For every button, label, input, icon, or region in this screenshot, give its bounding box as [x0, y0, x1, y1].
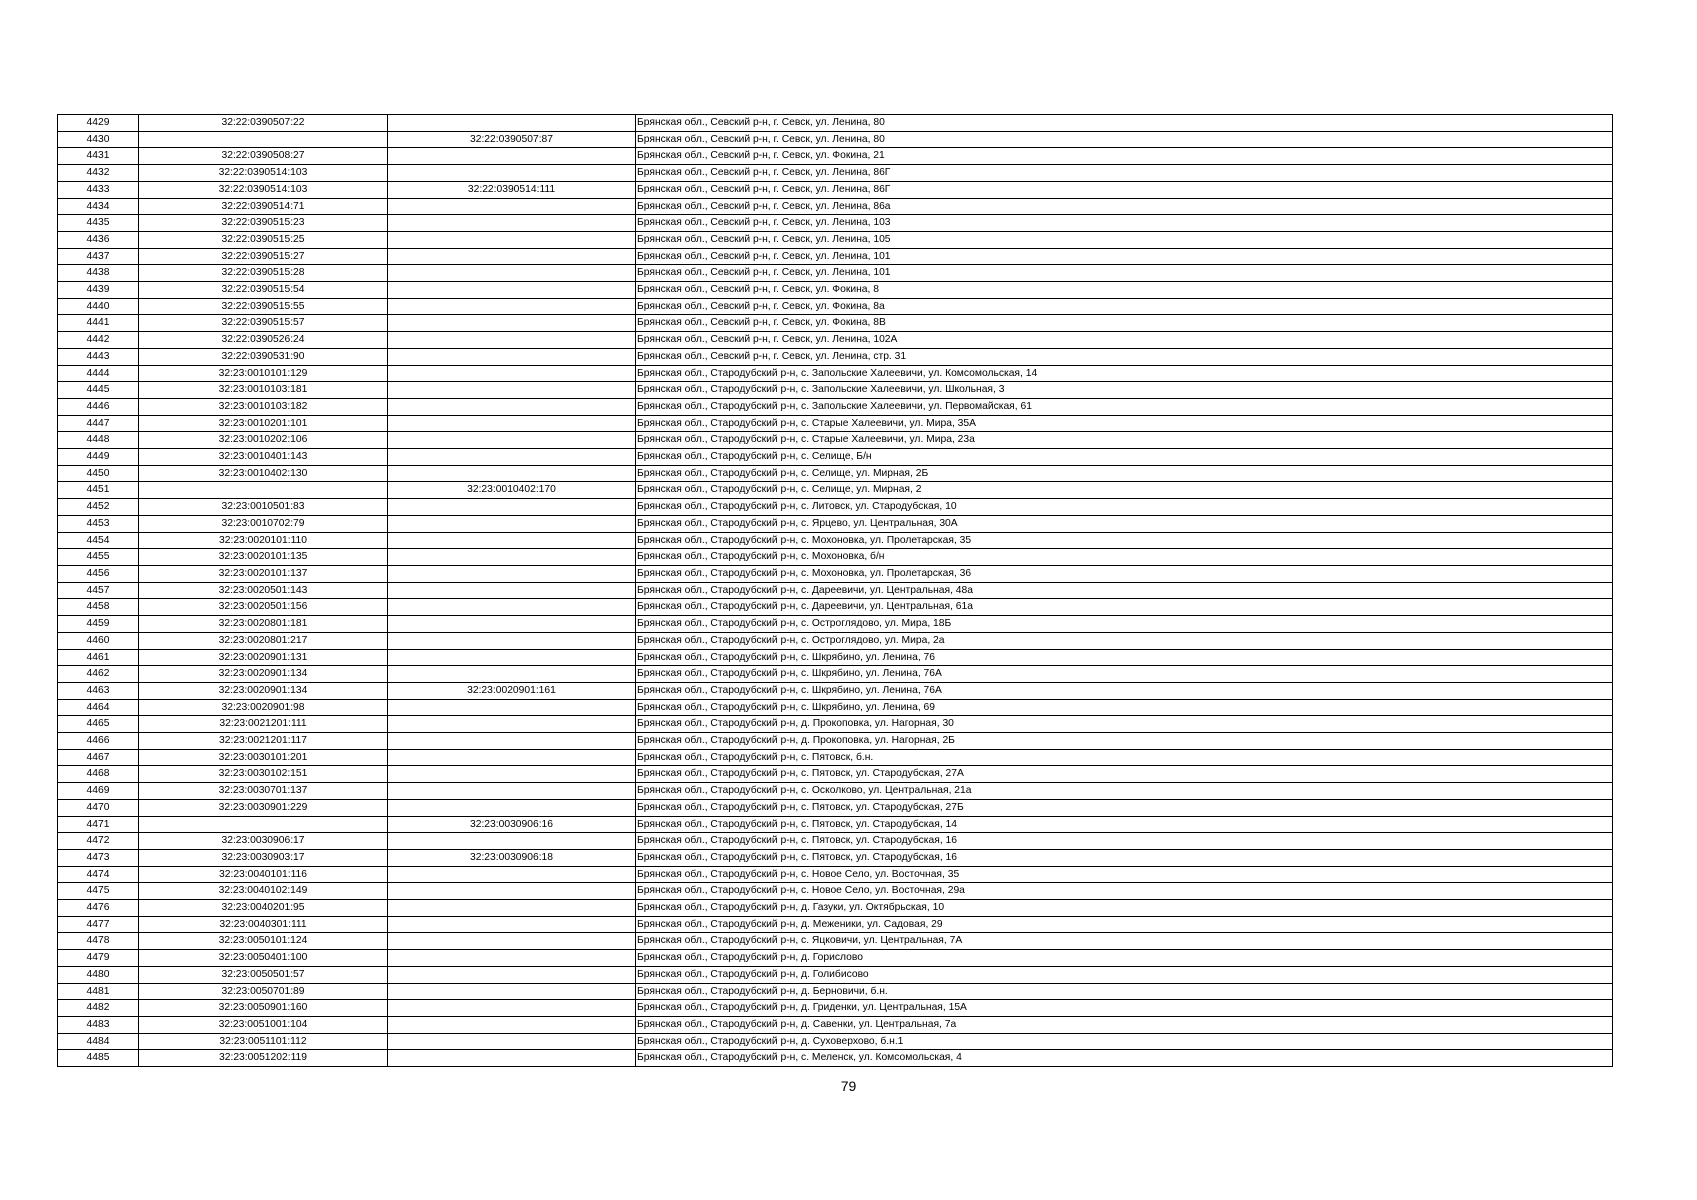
related-cadastral-number-cell — [388, 298, 636, 315]
row-number-cell: 4429 — [58, 115, 139, 132]
row-number-cell: 4458 — [58, 599, 139, 616]
related-cadastral-number-cell: 32:23:0030906:18 — [388, 849, 636, 866]
address-cell: Брянская обл., Стародубский р-н, с. Ярцево, ул. Центральная, 30А — [636, 515, 1613, 532]
related-cadastral-number-cell — [388, 348, 636, 365]
row-number-cell: 4468 — [58, 766, 139, 783]
cadastral-number-cell: 32:23:0020901:134 — [139, 666, 388, 683]
table-row — [58, 165, 1613, 182]
address-cell: Брянская обл., Стародубский р-н, д. Меженики, ул. Садовая, 29 — [636, 916, 1613, 933]
row-number-cell: 4479 — [58, 950, 139, 967]
table-row — [58, 716, 1613, 733]
row-number-cell: 4459 — [58, 616, 139, 633]
address-cell: Брянская обл., Стародубский р-н, с. Шкрябино, ул. Ленина, 69 — [636, 699, 1613, 716]
cadastral-number-cell: 32:23:0051202:119 — [139, 1050, 388, 1067]
related-cadastral-number-cell — [388, 916, 636, 933]
address-cell: Брянская обл., Стародубский р-н, с. Шкрябино, ул. Ленина, 76А — [636, 666, 1613, 683]
address-cell: Брянская обл., Стародубский р-н, с. Остроглядово, ул. Мира, 2а — [636, 632, 1613, 649]
table-row — [58, 549, 1613, 566]
related-cadastral-number-cell — [388, 148, 636, 165]
cadastral-number-cell: 32:23:0010402:130 — [139, 465, 388, 482]
cadastral-number-cell: 32:23:0040101:116 — [139, 866, 388, 883]
table-row — [58, 499, 1613, 516]
related-cadastral-number-cell — [388, 716, 636, 733]
row-number-cell: 4443 — [58, 348, 139, 365]
table-row — [58, 465, 1613, 482]
row-number-cell: 4460 — [58, 632, 139, 649]
address-cell: Брянская обл., Стародубский р-н, с. Старые Халеевичи, ул. Мира, 35А — [636, 415, 1613, 432]
related-cadastral-number-cell: 32:23:0030906:16 — [388, 816, 636, 833]
address-cell: Брянская обл., Стародубский р-н, с. Мохоновка, б/н — [636, 549, 1613, 566]
registry-table — [57, 114, 1613, 1067]
related-cadastral-number-cell — [388, 565, 636, 582]
table-row — [58, 916, 1613, 933]
row-number-cell: 4484 — [58, 1033, 139, 1050]
cadastral-number-cell: 32:23:0050401:100 — [139, 950, 388, 967]
related-cadastral-number-cell — [388, 365, 636, 382]
cadastral-number-cell: 32:23:0050901:160 — [139, 1000, 388, 1017]
table-row — [58, 315, 1613, 332]
related-cadastral-number-cell — [388, 749, 636, 766]
related-cadastral-number-cell — [388, 282, 636, 299]
related-cadastral-number-cell — [388, 198, 636, 215]
address-cell: Брянская обл., Севский р-н, г. Севск, ул. Ленина, стр. 31 — [636, 348, 1613, 365]
cadastral-number-cell — [139, 816, 388, 833]
table-row — [58, 699, 1613, 716]
address-cell: Брянская обл., Севский р-н, г. Севск, ул. Ленина, 101 — [636, 265, 1613, 282]
cadastral-number-cell: 32:23:0010702:79 — [139, 515, 388, 532]
cadastral-number-cell: 32:22:0390507:22 — [139, 115, 388, 132]
cadastral-number-cell: 32:23:0020801:181 — [139, 616, 388, 633]
address-cell: Брянская обл., Стародубский р-н, с. Меленск, ул. Комсомольская, 4 — [636, 1050, 1613, 1067]
related-cadastral-number-cell — [388, 549, 636, 566]
table-row — [58, 883, 1613, 900]
address-cell: Брянская обл., Севский р-н, г. Севск, ул. Ленина, 102А — [636, 332, 1613, 349]
row-number-cell: 4469 — [58, 783, 139, 800]
related-cadastral-number-cell — [388, 1033, 636, 1050]
cadastral-number-cell: 32:23:0030903:17 — [139, 849, 388, 866]
cadastral-number-cell: 32:23:0030101:201 — [139, 749, 388, 766]
row-number-cell: 4434 — [58, 198, 139, 215]
table-row — [58, 682, 1613, 699]
row-number-cell: 4440 — [58, 298, 139, 315]
address-cell: Брянская обл., Стародубский р-н, с. Селище, ул. Мирная, 2Б — [636, 465, 1613, 482]
address-cell: Брянская обл., Стародубский р-н, д. Суховерхово, б.н.1 — [636, 1033, 1613, 1050]
related-cadastral-number-cell — [388, 582, 636, 599]
cadastral-number-cell: 32:22:0390515:57 — [139, 315, 388, 332]
address-cell: Брянская обл., Стародубский р-н, с. Литовск, ул. Стародубская, 10 — [636, 499, 1613, 516]
row-number-cell: 4463 — [58, 682, 139, 699]
address-cell: Брянская обл., Стародубский р-н, с. Запольские Халеевичи, ул. Комсомольская, 14 — [636, 365, 1613, 382]
row-number-cell: 4461 — [58, 649, 139, 666]
address-cell: Брянская обл., Севский р-н, г. Севск, ул. Фокина, 21 — [636, 148, 1613, 165]
address-cell: Брянская обл., Стародубский р-н, с. Новое Село, ул. Восточная, 29а — [636, 883, 1613, 900]
related-cadastral-number-cell — [388, 382, 636, 399]
address-cell: Брянская обл., Стародубский р-н, с. Новое Село, ул. Восточная, 35 — [636, 866, 1613, 883]
address-cell: Брянская обл., Стародубский р-н, с. Шкрябино, ул. Ленина, 76А — [636, 682, 1613, 699]
related-cadastral-number-cell — [388, 1050, 636, 1067]
cadastral-number-cell — [139, 482, 388, 499]
related-cadastral-number-cell — [388, 966, 636, 983]
table-row — [58, 749, 1613, 766]
cadastral-number-cell: 32:23:0020801:217 — [139, 632, 388, 649]
cadastral-number-cell: 32:22:0390515:54 — [139, 282, 388, 299]
related-cadastral-number-cell — [388, 398, 636, 415]
address-cell: Брянская обл., Стародубский р-н, с. Селище, Б/н — [636, 449, 1613, 466]
cadastral-number-cell: 32:23:0010202:106 — [139, 432, 388, 449]
cadastral-number-cell: 32:23:0020901:131 — [139, 649, 388, 666]
related-cadastral-number-cell — [388, 215, 636, 232]
table-row — [58, 298, 1613, 315]
related-cadastral-number-cell: 32:23:0010402:170 — [388, 482, 636, 499]
table-row — [58, 833, 1613, 850]
table-row — [58, 766, 1613, 783]
address-cell: Брянская обл., Стародубский р-н, с. Мохоновка, ул. Пролетарская, 36 — [636, 565, 1613, 582]
address-cell: Брянская обл., Стародубский р-н, с. Дареевичи, ул. Центральная, 61а — [636, 599, 1613, 616]
row-number-cell: 4453 — [58, 515, 139, 532]
table-row — [58, 799, 1613, 816]
address-cell: Брянская обл., Стародубский р-н, с. Пятовск, ул. Стародубская, 16 — [636, 833, 1613, 850]
related-cadastral-number-cell — [388, 115, 636, 132]
table-row — [58, 632, 1613, 649]
row-number-cell: 4482 — [58, 1000, 139, 1017]
row-number-cell: 4462 — [58, 666, 139, 683]
related-cadastral-number-cell: 32:22:0390507:87 — [388, 131, 636, 148]
row-number-cell: 4470 — [58, 799, 139, 816]
row-number-cell: 4439 — [58, 282, 139, 299]
address-cell: Брянская обл., Севский р-н, г. Севск, ул. Ленина, 105 — [636, 231, 1613, 248]
related-cadastral-number-cell — [388, 733, 636, 750]
cadastral-number-cell: 32:22:0390515:25 — [139, 231, 388, 248]
cadastral-number-cell: 32:23:0050501:57 — [139, 966, 388, 983]
registry-table-body — [58, 115, 1613, 1067]
related-cadastral-number-cell — [388, 265, 636, 282]
address-cell: Брянская обл., Севский р-н, г. Севск, ул. Ленина, 101 — [636, 248, 1613, 265]
cadastral-number-cell: 32:22:0390515:28 — [139, 265, 388, 282]
row-number-cell: 4472 — [58, 833, 139, 850]
table-row — [58, 649, 1613, 666]
address-cell: Брянская обл., Стародубский р-н, с. Пятовск, ул. Стародубская, 27А — [636, 766, 1613, 783]
row-number-cell: 4449 — [58, 449, 139, 466]
related-cadastral-number-cell — [388, 766, 636, 783]
row-number-cell: 4474 — [58, 866, 139, 883]
cadastral-number-cell: 32:23:0030102:151 — [139, 766, 388, 783]
related-cadastral-number-cell — [388, 315, 636, 332]
address-cell: Брянская обл., Севский р-н, г. Севск, ул. Ленина, 80 — [636, 131, 1613, 148]
related-cadastral-number-cell — [388, 1000, 636, 1017]
row-number-cell: 4448 — [58, 432, 139, 449]
table-row — [58, 265, 1613, 282]
cadastral-number-cell: 32:22:0390526:24 — [139, 332, 388, 349]
related-cadastral-number-cell — [388, 950, 636, 967]
address-cell: Брянская обл., Стародубский р-н, д. Прокоповка, ул. Нагорная, 2Б — [636, 733, 1613, 750]
row-number-cell: 4441 — [58, 315, 139, 332]
cadastral-number-cell: 32:23:0040301:111 — [139, 916, 388, 933]
related-cadastral-number-cell — [388, 616, 636, 633]
row-number-cell: 4442 — [58, 332, 139, 349]
row-number-cell: 4432 — [58, 165, 139, 182]
cadastral-number-cell: 32:23:0010103:182 — [139, 398, 388, 415]
cadastral-number-cell: 32:22:0390514:71 — [139, 198, 388, 215]
address-cell: Брянская обл., Севский р-н, г. Севск, ул. Ленина, 86а — [636, 198, 1613, 215]
related-cadastral-number-cell — [388, 699, 636, 716]
related-cadastral-number-cell — [388, 1016, 636, 1033]
row-number-cell: 4433 — [58, 181, 139, 198]
address-cell: Брянская обл., Севский р-н, г. Севск, ул. Ленина, 103 — [636, 215, 1613, 232]
row-number-cell: 4457 — [58, 582, 139, 599]
table-row — [58, 248, 1613, 265]
table-row — [58, 599, 1613, 616]
table-row — [58, 950, 1613, 967]
address-cell: Брянская обл., Стародубский р-н, с. Яцковичи, ул. Центральная, 7А — [636, 933, 1613, 950]
related-cadastral-number-cell — [388, 933, 636, 950]
cadastral-number-cell: 32:23:0040102:149 — [139, 883, 388, 900]
related-cadastral-number-cell — [388, 983, 636, 1000]
table-row — [58, 348, 1613, 365]
cadastral-number-cell: 32:23:0050701:89 — [139, 983, 388, 1000]
related-cadastral-number-cell — [388, 799, 636, 816]
cadastral-number-cell: 32:23:0051101:112 — [139, 1033, 388, 1050]
table-row — [58, 1016, 1613, 1033]
table-row — [58, 398, 1613, 415]
related-cadastral-number-cell — [388, 515, 636, 532]
table-row — [58, 382, 1613, 399]
row-number-cell: 4437 — [58, 248, 139, 265]
table-row — [58, 933, 1613, 950]
address-cell: Брянская обл., Стародубский р-н, с. Пятовск, ул. Стародубская, 27Б — [636, 799, 1613, 816]
row-number-cell: 4445 — [58, 382, 139, 399]
table-row — [58, 582, 1613, 599]
address-cell: Брянская обл., Стародубский р-н, д. Газуки, ул. Октябрьская, 10 — [636, 900, 1613, 917]
cadastral-number-cell: 32:22:0390508:27 — [139, 148, 388, 165]
table-row — [58, 783, 1613, 800]
related-cadastral-number-cell — [388, 783, 636, 800]
row-number-cell: 4444 — [58, 365, 139, 382]
cadastral-number-cell: 32:22:0390515:55 — [139, 298, 388, 315]
cadastral-number-cell: 32:23:0020501:143 — [139, 582, 388, 599]
table-row — [58, 449, 1613, 466]
row-number-cell: 4476 — [58, 900, 139, 917]
related-cadastral-number-cell — [388, 499, 636, 516]
address-cell: Брянская обл., Стародубский р-н, д. Савенки, ул. Центральная, 7а — [636, 1016, 1613, 1033]
table-row — [58, 1050, 1613, 1067]
cadastral-number-cell: 32:22:0390515:27 — [139, 248, 388, 265]
cadastral-number-cell: 32:23:0020901:98 — [139, 699, 388, 716]
related-cadastral-number-cell: 32:23:0020901:161 — [388, 682, 636, 699]
cadastral-number-cell: 32:23:0030701:137 — [139, 783, 388, 800]
row-number-cell: 4450 — [58, 465, 139, 482]
cadastral-number-cell: 32:23:0010103:181 — [139, 382, 388, 399]
table-row — [58, 816, 1613, 833]
related-cadastral-number-cell — [388, 532, 636, 549]
address-cell: Брянская обл., Стародубский р-н, д. Голибисово — [636, 966, 1613, 983]
table-row — [58, 198, 1613, 215]
cadastral-number-cell: 32:23:0030906:17 — [139, 833, 388, 850]
table-row — [58, 733, 1613, 750]
related-cadastral-number-cell — [388, 415, 636, 432]
row-number-cell: 4485 — [58, 1050, 139, 1067]
address-cell: Брянская обл., Севский р-н, г. Севск, ул. Фокина, 8а — [636, 298, 1613, 315]
related-cadastral-number-cell — [388, 165, 636, 182]
table-row — [58, 148, 1613, 165]
table-row — [58, 432, 1613, 449]
related-cadastral-number-cell — [388, 432, 636, 449]
table-row — [58, 215, 1613, 232]
table-row — [58, 565, 1613, 582]
address-cell: Брянская обл., Стародубский р-н, с. Пятовск, ул. Стародубская, 16 — [636, 849, 1613, 866]
row-number-cell: 4471 — [58, 816, 139, 833]
related-cadastral-number-cell — [388, 248, 636, 265]
cadastral-number-cell: 32:23:0020101:110 — [139, 532, 388, 549]
address-cell: Брянская обл., Стародубский р-н, с. Мохоновка, ул. Пролетарская, 35 — [636, 532, 1613, 549]
address-cell: Брянская обл., Стародубский р-н, с. Дареевичи, ул. Центральная, 48а — [636, 582, 1613, 599]
address-cell: Брянская обл., Стародубский р-н, с. Осколково, ул. Центральная, 21а — [636, 783, 1613, 800]
row-number-cell: 4446 — [58, 398, 139, 415]
table-row — [58, 231, 1613, 248]
address-cell: Брянская обл., Стародубский р-н, д. Горислово — [636, 950, 1613, 967]
related-cadastral-number-cell — [388, 465, 636, 482]
table-row — [58, 966, 1613, 983]
table-row — [58, 849, 1613, 866]
cadastral-number-cell: 32:23:0010401:143 — [139, 449, 388, 466]
related-cadastral-number-cell — [388, 866, 636, 883]
address-cell: Брянская обл., Стародубский р-н, с. Запольские Халеевичи, ул. Первомайская, 61 — [636, 398, 1613, 415]
related-cadastral-number-cell — [388, 833, 636, 850]
page-number: 79 — [840, 1078, 857, 1094]
table-row — [58, 282, 1613, 299]
row-number-cell: 4454 — [58, 532, 139, 549]
table-row — [58, 1000, 1613, 1017]
related-cadastral-number-cell — [388, 599, 636, 616]
row-number-cell: 4430 — [58, 131, 139, 148]
row-number-cell: 4481 — [58, 983, 139, 1000]
cadastral-number-cell: 32:23:0020901:134 — [139, 682, 388, 699]
row-number-cell: 4466 — [58, 733, 139, 750]
table-row — [58, 365, 1613, 382]
cadastral-number-cell: 32:23:0010201:101 — [139, 415, 388, 432]
row-number-cell: 4435 — [58, 215, 139, 232]
cadastral-number-cell: 32:22:0390515:23 — [139, 215, 388, 232]
row-number-cell: 4483 — [58, 1016, 139, 1033]
row-number-cell: 4438 — [58, 265, 139, 282]
row-number-cell: 4475 — [58, 883, 139, 900]
address-cell: Брянская обл., Севский р-н, г. Севск, ул. Фокина, 8В — [636, 315, 1613, 332]
address-cell: Брянская обл., Стародубский р-н, д. Гриденки, ул. Центральная, 15А — [636, 1000, 1613, 1017]
table-row — [58, 332, 1613, 349]
address-cell: Брянская обл., Севский р-н, г. Севск, ул. Фокина, 8 — [636, 282, 1613, 299]
address-cell: Брянская обл., Стародубский р-н, с. Селище, ул. Мирная, 2 — [636, 482, 1613, 499]
table-row — [58, 115, 1613, 132]
cadastral-number-cell: 32:23:0020101:137 — [139, 565, 388, 582]
address-cell: Брянская обл., Севский р-н, г. Севск, ул. Ленина, 86Г — [636, 181, 1613, 198]
cadastral-number-cell — [139, 131, 388, 148]
related-cadastral-number-cell — [388, 332, 636, 349]
address-cell: Брянская обл., Стародубский р-н, с. Пятовск, б.н. — [636, 749, 1613, 766]
row-number-cell: 4451 — [58, 482, 139, 499]
row-number-cell: 4452 — [58, 499, 139, 516]
address-cell: Брянская обл., Севский р-н, г. Севск, ул. Ленина, 86Г — [636, 165, 1613, 182]
table-row — [58, 1033, 1613, 1050]
cadastral-number-cell: 32:23:0050101:124 — [139, 933, 388, 950]
related-cadastral-number-cell — [388, 900, 636, 917]
address-cell: Брянская обл., Стародубский р-н, с. Шкрябино, ул. Ленина, 76 — [636, 649, 1613, 666]
row-number-cell: 4455 — [58, 549, 139, 566]
row-number-cell: 4431 — [58, 148, 139, 165]
row-number-cell: 4465 — [58, 716, 139, 733]
related-cadastral-number-cell: 32:22:0390514:111 — [388, 181, 636, 198]
table-row — [58, 181, 1613, 198]
cadastral-number-cell: 32:23:0021201:111 — [139, 716, 388, 733]
address-cell: Брянская обл., Стародубский р-н, д. Берновичи, б.н. — [636, 983, 1613, 1000]
related-cadastral-number-cell — [388, 666, 636, 683]
cadastral-number-cell: 32:23:0051001:104 — [139, 1016, 388, 1033]
row-number-cell: 4447 — [58, 415, 139, 432]
address-cell: Брянская обл., Стародубский р-н, с. Старые Халеевичи, ул. Мира, 23а — [636, 432, 1613, 449]
row-number-cell: 4478 — [58, 933, 139, 950]
row-number-cell: 4467 — [58, 749, 139, 766]
table-row — [58, 482, 1613, 499]
row-number-cell: 4477 — [58, 916, 139, 933]
row-number-cell: 4464 — [58, 699, 139, 716]
table-row — [58, 532, 1613, 549]
cadastral-number-cell: 32:23:0010501:83 — [139, 499, 388, 516]
cadastral-number-cell: 32:23:0020101:135 — [139, 549, 388, 566]
cadastral-number-cell: 32:23:0020501:156 — [139, 599, 388, 616]
table-row — [58, 983, 1613, 1000]
related-cadastral-number-cell — [388, 449, 636, 466]
row-number-cell: 4473 — [58, 849, 139, 866]
cadastral-number-cell: 32:23:0010101:129 — [139, 365, 388, 382]
address-cell: Брянская обл., Стародубский р-н, с. Остроглядово, ул. Мира, 18Б — [636, 616, 1613, 633]
address-cell: Брянская обл., Стародубский р-н, с. Запольские Халеевичи, ул. Школьная, 3 — [636, 382, 1613, 399]
related-cadastral-number-cell — [388, 649, 636, 666]
table-row — [58, 515, 1613, 532]
related-cadastral-number-cell — [388, 632, 636, 649]
address-cell: Брянская обл., Стародубский р-н, д. Прокоповка, ул. Нагорная, 30 — [636, 716, 1613, 733]
cadastral-number-cell: 32:23:0030901:229 — [139, 799, 388, 816]
table-row — [58, 866, 1613, 883]
related-cadastral-number-cell — [388, 883, 636, 900]
row-number-cell: 4480 — [58, 966, 139, 983]
cadastral-number-cell: 32:22:0390514:103 — [139, 181, 388, 198]
cadastral-number-cell: 32:22:0390514:103 — [139, 165, 388, 182]
cadastral-number-cell: 32:22:0390531:90 — [139, 348, 388, 365]
row-number-cell: 4436 — [58, 231, 139, 248]
table-row — [58, 616, 1613, 633]
cadastral-number-cell: 32:23:0021201:117 — [139, 733, 388, 750]
row-number-cell: 4456 — [58, 565, 139, 582]
table-row — [58, 415, 1613, 432]
related-cadastral-number-cell — [388, 231, 636, 248]
address-cell: Брянская обл., Севский р-н, г. Севск, ул. Ленина, 80 — [636, 115, 1613, 132]
table-row — [58, 666, 1613, 683]
cadastral-number-cell: 32:23:0040201:95 — [139, 900, 388, 917]
table-row — [58, 900, 1613, 917]
address-cell: Брянская обл., Стародубский р-н, с. Пятовск, ул. Стародубская, 14 — [636, 816, 1613, 833]
table-row — [58, 131, 1613, 148]
